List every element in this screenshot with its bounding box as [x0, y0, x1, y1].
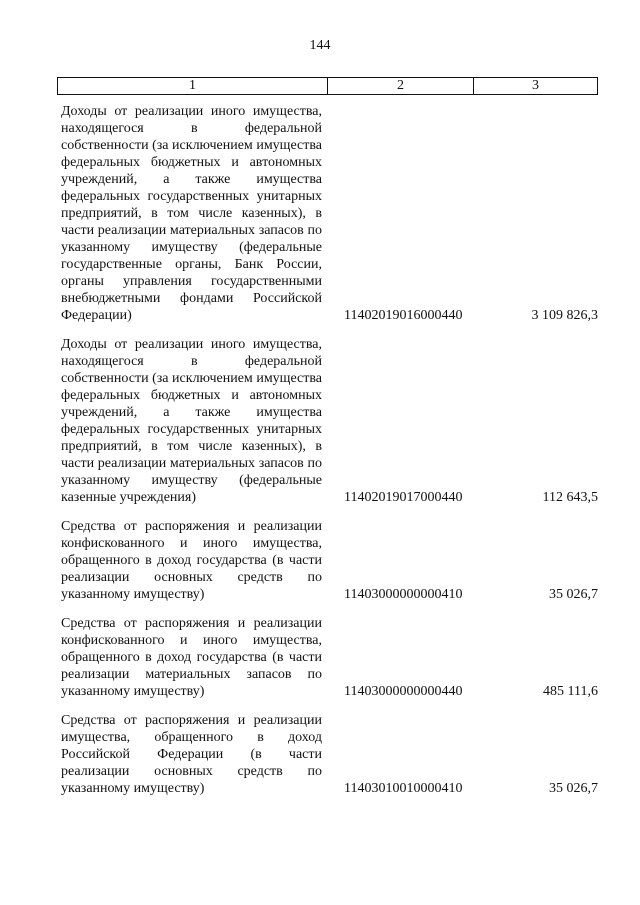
row-description: Доходы от реализации иного имущества, находящегося в федеральной собственности (за исключением имущества федеральных бюджетных и автономных учреждений, а также имущества федеральных государственных унитарных предприятий, в том числе казенных), в части реализации материальных запасов по указанному имуществу (федеральные государственные органы, Банк России, органы управления государственными внебюджетными фондами Российской Федерации): [61, 104, 322, 323]
table-row: [61, 336, 598, 506]
row-code: 11402019016000440: [344, 308, 463, 323]
row-code: 11403000000000410: [344, 587, 463, 602]
row-amount: 3 109 826,3: [531, 308, 598, 323]
row-code: 11402019017000440: [344, 490, 463, 505]
row-code: 11403010010000410: [344, 781, 463, 796]
table-row: [61, 103, 598, 324]
page-number: 144: [309, 38, 331, 53]
table-row: [61, 518, 598, 603]
table-body: [61, 103, 598, 809]
row-description: Средства от распоряжения и реализации имущества, обращенного в доход Российской Федерации (в части реализации основных средств по указанному имуществу): [61, 713, 322, 796]
column-header-3: 3: [532, 78, 539, 93]
row-amount: 35 026,7: [549, 587, 598, 602]
row-amount: 485 111,6: [543, 684, 598, 699]
table-row: [61, 712, 598, 797]
row-description: Средства от распоряжения и реализации конфискованного и иного имущества, обращенного в доход государства (в части реализации основных средств по указанному имуществу): [61, 519, 322, 602]
row-amount: 112 643,5: [542, 490, 598, 505]
column-header-1: 1: [58, 78, 328, 94]
row-amount: 35 026,7: [549, 781, 598, 796]
row-description: Доходы от реализации иного имущества, находящегося в федеральной собственности (за исключением имущества федеральных бюджетных и автономных учреждений, а также имущества федеральных государственных унитарных предприятий, в том числе казенных), в части реализации материальных запасов по указанному имуществу (федеральные казенные учреждения): [61, 337, 322, 505]
row-description: Средства от распоряжения и реализации конфискованного и иного имущества, обращенного в доход государства (в части реализации материальных запасов по указанному имуществу): [61, 616, 322, 699]
table-header-row: [57, 77, 598, 95]
table-row: [61, 615, 598, 700]
row-code: 11403000000000440: [344, 684, 463, 699]
column-header-2: 2: [328, 78, 474, 94]
